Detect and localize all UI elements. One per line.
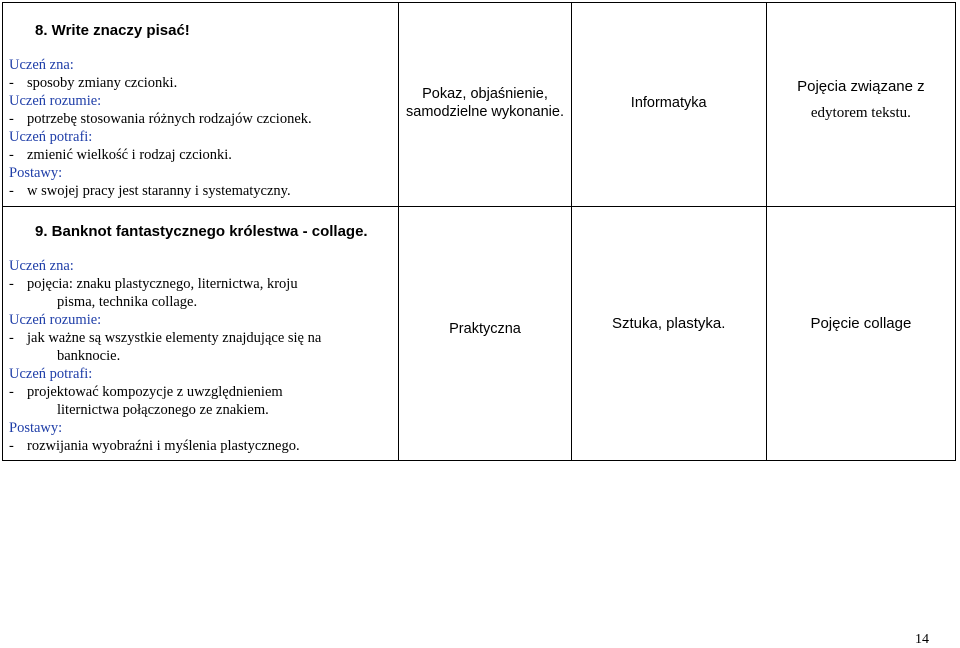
method-line: Pokaz, objaśnienie, [422,86,548,102]
attitudes-label: Postawy: [9,420,63,436]
attitudes-label: Postawy: [9,165,63,181]
understands-item: potrzebę stosowania różnych rodzajów czcionek. [27,111,312,127]
method-cell [399,3,571,207]
subject-text: Sztuka, plastyka. [611,315,726,332]
attitudes-item: w swojej pracy jest staranny i systematyczny. [27,183,291,199]
understands-item-cont: banknocie. [57,348,121,364]
concept-cell [766,3,955,207]
method-line: samodzielne wykonanie. [406,104,564,120]
knows-item: sposoby zmiany czcionki. [27,75,178,91]
attitudes-item: rozwijania wyobraźni i myślenia plastycznego. [27,438,300,454]
understands-item: jak ważne są wszystkie elementy znajdujące się na [27,330,322,346]
understands-label: Uczeń rozumie: [9,312,102,328]
can-do-item-cont: liternictwa połączonego ze znakiem. [57,402,269,418]
table-row [3,3,956,207]
subject-cell [571,3,766,207]
understands-label: Uczeń rozumie: [9,93,102,109]
lesson-content-cell: 8. Write znaczy pisać! Uczeń zna: - sposoby zmiany czcionki. Uczeń rozumie: - potrzebę stosowania różnych rodzajów czcionek. Uczeń potrafi: - zmienić wielkość i rodzaj czcionki. Postawy: - w swojej pracy jest staranny i systematyczny. [3,3,399,207]
lesson-title: 9. Banknot fantastycznego królestwa - collage. [35,223,368,240]
concept-line: Pojęcia związane z [797,78,925,95]
concept-cell [766,207,955,461]
concept-line: edytorem tekstu. [810,105,911,121]
method-text: Praktyczna [449,321,521,337]
lesson-title: 8. Write znaczy pisać! [35,22,190,39]
knows-label: Uczeń zna: [9,258,74,274]
can-do-item: zmienić wielkość i rodzaj czcionki. [27,147,232,163]
concept-text: Pojęcie collage [810,315,912,332]
page-number: 14 [915,632,929,647]
method-cell [399,207,571,461]
subject-text: Informatyka [630,95,707,111]
knows-item-cont: pisma, technika collage. [57,294,198,310]
can-do-label: Uczeń potrafi: [9,129,93,145]
lesson-plan-table [2,2,956,461]
can-do-item: projektować kompozycje z uwzględnieniem [27,384,283,400]
knows-label: Uczeń zna: [9,57,74,73]
lesson-content-cell: 9. Banknot fantastycznego królestwa - collage. Uczeń zna: - pojęcia: znaku plastycznego, liternictwa, kroju pisma, technika collage. Uczeń rozumie: - jak ważne są wszystkie elementy znajdujące się na banknocie. Uczeń potrafi: - projektować kompozycje z uwzględnieniem liternictwa połączonego ze znakiem. Postawy: - rozwijania wyobraźni i myślenia plastycznego. [3,207,399,461]
table-row [3,207,956,461]
can-do-label: Uczeń potrafi: [9,366,93,382]
knows-item: pojęcia: znaku plastycznego, liternictwa, kroju [27,276,298,292]
subject-cell [571,207,766,461]
